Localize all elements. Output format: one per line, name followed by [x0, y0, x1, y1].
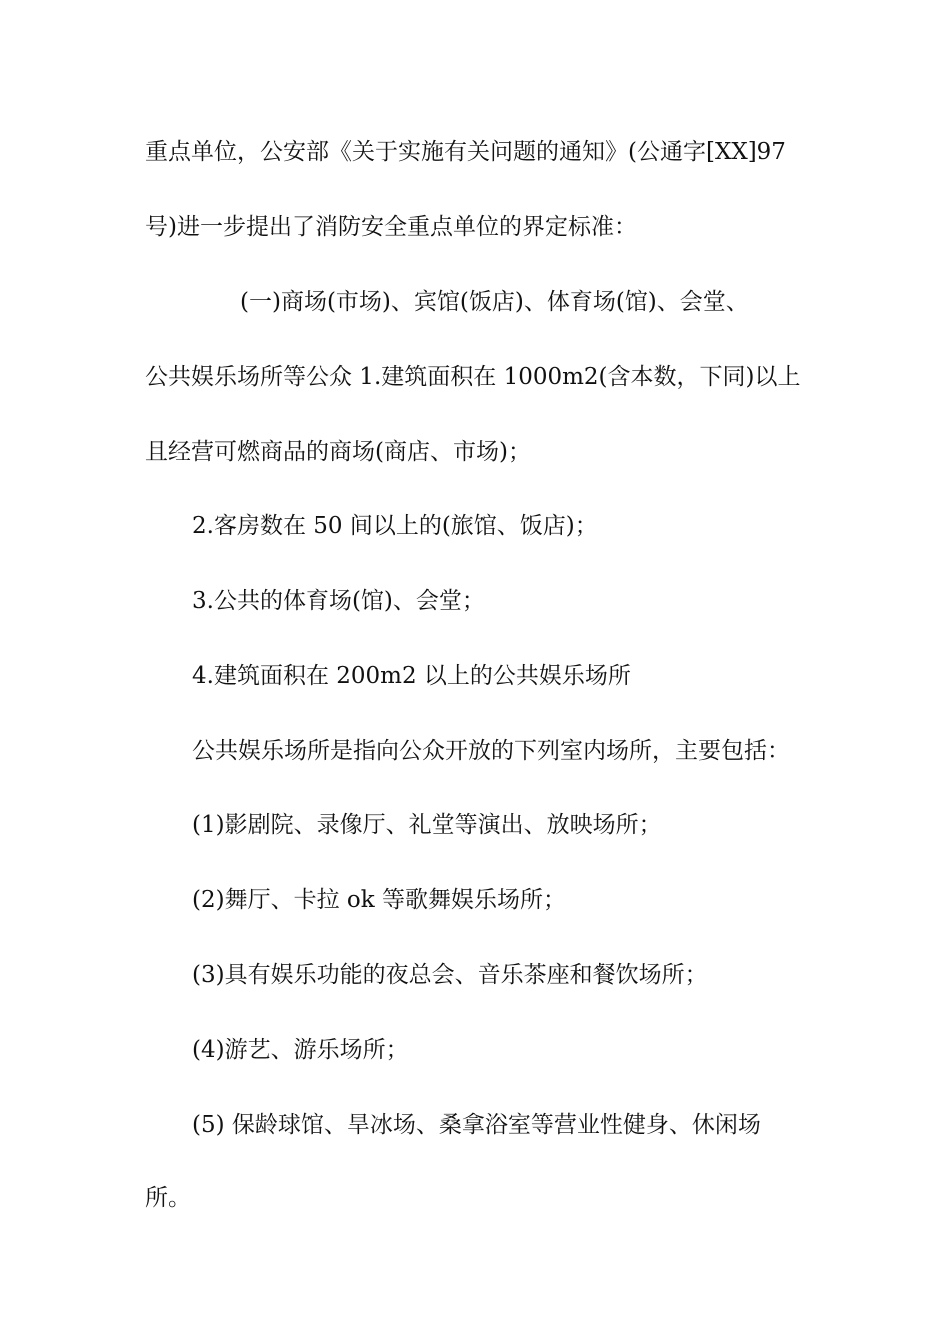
- list-item: (2)舞厅、卡拉 ok 等歌舞娱乐场所；: [192, 887, 566, 913]
- list-item: (4)游艺、游乐场所；: [192, 1037, 409, 1063]
- list-item: (1)影剧院、录像厅、礼堂等演出、放映场所；: [192, 812, 662, 838]
- list-item: 4.建筑面积在 200m2 以上的公共娱乐场所: [192, 663, 631, 689]
- paragraph-line: (一)商场(市场)、宾馆(饭店)、体育场(馆)、会堂、: [240, 289, 749, 315]
- paragraph-line: 所。: [145, 1185, 191, 1211]
- list-item: 3.公共的体育场(馆)、会堂；: [192, 588, 485, 614]
- paragraph-line: 重点单位，公安部《关于实施有关问题的通知》(公通字[XX]97: [145, 139, 786, 165]
- paragraph-line: 公共娱乐场所等公众 1.建筑面积在 1000m2(含本数，下同)以上: [145, 364, 801, 390]
- paragraph-line: 且经营可燃商品的商场(商店、市场)；: [145, 439, 531, 465]
- list-item: (3)具有娱乐功能的夜总会、音乐茶座和餐饮场所；: [192, 962, 708, 988]
- paragraph-line: 公共娱乐场所是指向公众开放的下列室内场所，主要包括：: [192, 738, 790, 764]
- list-item: 2.客房数在 50 间以上的(旅馆、饭店)；: [192, 513, 598, 539]
- list-item: (5) 保龄球馆、旱冰场、桑拿浴室等营业性健身、休闲场: [192, 1112, 761, 1138]
- paragraph-line: 号)进一步提出了消防安全重点单位的界定标准：: [145, 214, 637, 240]
